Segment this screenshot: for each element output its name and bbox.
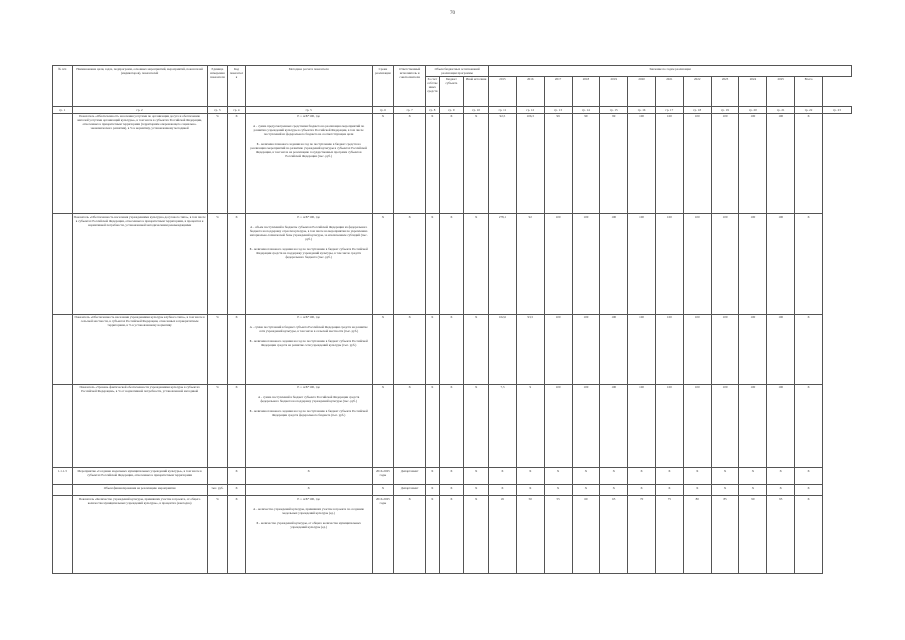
method-formula: Е = А/Б*100, где [297, 496, 320, 501]
year-value: Х [544, 485, 572, 496]
year-value: 60 [572, 496, 600, 574]
year-value: 70 [628, 496, 656, 574]
year-value: 95 [767, 496, 795, 574]
year-value: 99 [572, 113, 600, 214]
year-value: 100 [683, 214, 711, 315]
header-fin-sub: Иной источник [464, 76, 489, 106]
year-value: 100 [711, 214, 739, 315]
method-paragraph: А - сумма поступлений в бюджет субъекта Российской Федерации средств федерального бюджета на поддержку учреждений культуры (тыс. руб.) [257, 395, 360, 404]
year-value: Х [516, 468, 544, 485]
row-kod: Х [228, 496, 246, 574]
row-total: Х [795, 214, 823, 315]
year-value: 100 [628, 214, 656, 315]
year-value: 100 [767, 384, 795, 467]
indicator-name: Показатель «Уровень фактической обеспеченности учреждениями культуры в субъектах Российской Федерации», в % от нормативной потребности, установленной методикой [72, 384, 207, 467]
row-fin-1: Х [426, 214, 439, 315]
method-formula: Х [307, 468, 310, 473]
column-number: гр. 20 [739, 107, 767, 114]
row-responsible: Департамент [394, 468, 426, 485]
column-number: гр. 21 [767, 107, 795, 114]
year-value: 90 [739, 496, 767, 574]
row-kod: Х [228, 468, 246, 485]
year-value: 92,5 [489, 113, 517, 214]
year-value: 85 [711, 496, 739, 574]
year-value: 100 [572, 384, 600, 467]
row-period: 2016-2025 годы [372, 468, 394, 485]
column-number: гр. 23 [822, 107, 851, 114]
year-value: Х [683, 485, 711, 496]
method-cell [245, 214, 372, 315]
row-fin-2: Х [439, 468, 464, 485]
table-row [53, 113, 852, 214]
year-value: 100 [600, 214, 628, 315]
method-formula: Е = А/Б*100, где [297, 214, 320, 219]
year-value: Х [544, 468, 572, 485]
indicator-name: Показатель «Обеспеченность населения услугами по организации досуга и обеспечению жителей услугами организаций культуры», в том числе в субъектах Российской Федерации, отнесенных к приоритетным территориям (территориям опережающего социально-экономического развития), в % к нормативу, установленному методикой [72, 113, 207, 214]
row-fin-3: Х [464, 485, 489, 496]
year-value: Х [711, 468, 739, 485]
row-num [53, 485, 73, 496]
row-kod: Х [228, 384, 246, 467]
column-number: гр. 11 [489, 107, 517, 114]
year-value: 9 [516, 384, 544, 467]
row-fin-1: Х [426, 485, 439, 496]
row-fin-3: Х [464, 214, 489, 315]
row-unit: % [207, 384, 228, 467]
year-value: 100 [655, 113, 683, 214]
indicator-name: Мероприятие «Создание модельных муниципальных учреждений культуры», в том числе в субъектах Российской Федерации, отнесенных к приоритетным территориям [72, 468, 207, 485]
year-value: 100 [600, 384, 628, 467]
indicator-name: Показатель «Обеспеченность населения учреждениями культурно-досугового типа», в том числе в субъектах Российской Федерации, отнесенных к приоритетным территориям, в процентах к нормативной потребности, установленной методическими рекомендациями [72, 214, 207, 315]
row-unit: % [207, 113, 228, 214]
header-method: Методика расчета показателя [245, 66, 372, 107]
year-value: 100 [739, 314, 767, 384]
year-value: Х [489, 485, 517, 496]
method-formula: Х [307, 485, 310, 490]
row-fin-1: Х [426, 384, 439, 467]
method-cell [245, 314, 372, 384]
row-total: Х [795, 384, 823, 467]
row-period: Х [372, 113, 394, 214]
row-total: Х [795, 314, 823, 384]
year-value: Х [572, 485, 600, 496]
table-row [53, 496, 852, 574]
row-fin-3: Х [464, 468, 489, 485]
row-fin-3: Х [464, 113, 489, 214]
row-unit [207, 468, 228, 485]
year-value: 100 [628, 384, 656, 467]
row-total: Х [795, 113, 823, 214]
row-num [53, 314, 73, 384]
method-formula: Е = А/Б*100, где [297, 114, 320, 119]
row-total: Х [795, 485, 823, 496]
header-unit: Единица измерения показателя [207, 66, 228, 107]
row-unit: % [207, 314, 228, 384]
row-responsible: Х [394, 314, 426, 384]
year-value: 100 [683, 384, 711, 467]
year-value: Х [739, 468, 767, 485]
column-number: гр. 4 [228, 107, 246, 114]
header-year: 2015 [489, 76, 517, 106]
year-value: 278,1 [489, 214, 517, 315]
table-row [53, 384, 852, 467]
method-paragraph: Б - количество учреждений культуры, от общего количества муниципальных учреждений культуры (ед.) [256, 520, 361, 529]
year-value: 100 [544, 314, 572, 384]
year-value: 100 [655, 214, 683, 315]
indicator-name: Показатель «Обеспеченность населения учреждениями культуры клубного типа», в том числе в сельской местности, в субъектах Российской Федерации, отнесенных к приоритетным территориям, в % к установленному нормативу [72, 314, 207, 384]
year-value: 100 [711, 384, 739, 467]
year-value: Х [739, 485, 767, 496]
row-responsible: Х [394, 384, 426, 467]
row-kod: Х [228, 214, 246, 315]
column-number: гр. 8 [426, 107, 439, 114]
header-year: 2024 [739, 76, 767, 106]
header-num: № п/п [53, 66, 73, 107]
method-paragraph: Б - величина планового задания на год по поступлению в бюджет субъекта Российской Федерации средств на развитие сети учреждений культуры (тыс. руб.) [249, 339, 368, 348]
column-number: гр. 5 [245, 107, 372, 114]
row-fin-3: Х [464, 314, 489, 384]
row-num [53, 496, 73, 574]
year-value: 100 [739, 214, 767, 315]
method-paragraph: А - объем поступлений в бюджеты субъектов Российской Федерации из федерального бюджета на поддержку отрасли культуры, в том числе на мероприятия по укреплению материально-технической базы учреждений культуры, за исключением субсидий (тыс. руб.) [249, 224, 368, 241]
program-indicators-table [52, 65, 852, 574]
column-number: гр. 13 [544, 107, 572, 114]
header-name: Наименование цели, задач, подпрограмм, основных мероприятий, мероприятий, показателей (индикаторов), показателей [72, 66, 207, 107]
year-value: 75 [655, 496, 683, 574]
row-responsible: Х [394, 113, 426, 214]
table-row [53, 214, 852, 315]
column-number: гр. 17 [655, 107, 683, 114]
row-total: Х [795, 496, 823, 574]
row-fin-1: Х [426, 314, 439, 384]
row-kod: Х [228, 113, 246, 214]
year-value: Х [489, 468, 517, 485]
method-formula: Е = А/Б*100, где [297, 315, 320, 320]
year-value: 93,5 [516, 314, 544, 384]
header-year: 2017 [544, 76, 572, 106]
header-year: 2019 [600, 76, 628, 106]
row-num [53, 113, 73, 214]
header-kod: Код показателя [228, 66, 246, 107]
header-fin-sub: За счет собственных средств [426, 76, 439, 106]
year-value: Х [711, 485, 739, 496]
row-num [53, 214, 73, 315]
year-value: 7,3 [489, 384, 517, 467]
year-value: Х [767, 485, 795, 496]
table-row [53, 314, 852, 384]
year-value: 100 [739, 113, 767, 214]
row-fin-2: Х [439, 214, 464, 315]
year-value: 99 [600, 113, 628, 214]
year-value: 100 [655, 384, 683, 467]
year-value: 100 [572, 314, 600, 384]
year-value: 100 [655, 314, 683, 384]
year-value: 100 [544, 384, 572, 467]
row-responsible: Х [394, 214, 426, 315]
header-year: 2025 [767, 76, 795, 106]
row-kod: Х [228, 485, 246, 496]
column-number: гр. 2 [72, 107, 207, 114]
header-year: 2018 [572, 76, 600, 106]
method-paragraph: А - сумма предусмотренных средствами бюджета на реализацию мероприятий по развитию учреждений культуры в субъектах Российской Федерации, в том числе поступлений из федерального бюджета на соответствующие цели [253, 124, 365, 137]
method-cell [245, 485, 372, 496]
method-cell [245, 384, 372, 467]
row-period: Х [372, 314, 394, 384]
year-value: 80 [683, 496, 711, 574]
header-year: 2020 [628, 76, 656, 106]
year-value: 100 [683, 314, 711, 384]
table-row [53, 468, 852, 485]
row-responsible: Х [394, 496, 426, 574]
row-unit: % [207, 214, 228, 315]
row-fin-3: Х [464, 496, 489, 574]
year-value: Х [628, 485, 656, 496]
year-value: Х [655, 485, 683, 496]
method-paragraph: Б - величина планового задания на год по поступлению в бюджет субъекта Российской Федерации средств федерального бюджета (тыс. руб.) [249, 409, 368, 418]
row-period: Х [372, 485, 394, 496]
column-number: гр. 1 [53, 107, 73, 114]
row-kod: Х [228, 314, 246, 384]
row-period: Х [372, 384, 394, 467]
header-total: Всего [795, 76, 823, 106]
header-period: Сроки реализации [372, 66, 394, 107]
year-value: Х [628, 468, 656, 485]
year-value: 100 [767, 314, 795, 384]
method-cell [245, 496, 372, 574]
year-value: 100 [628, 113, 656, 214]
year-value: Х [655, 468, 683, 485]
method-paragraph: А - сумма поступлений в бюджет субъекта Российской Федерации средств на развитие сети учреждений культуры, в том числе в сельской местности (тыс. руб.) [249, 325, 368, 334]
year-value: Х [516, 485, 544, 496]
year-value: 106,3 [516, 113, 544, 214]
header-years-title: Значение по годам реализации [489, 66, 852, 77]
year-value: Х [683, 468, 711, 485]
header-year: 2016 [516, 76, 544, 106]
year-value: Х [600, 485, 628, 496]
row-responsible: Департамент [394, 485, 426, 496]
column-number: гр. 22 [795, 107, 823, 114]
row-unit: тыс. руб. [207, 485, 228, 496]
row-unit: % [207, 496, 228, 574]
header-year: 2023 [711, 76, 739, 106]
header-finance: Объем бюджетных ассигнований реализации программы [426, 66, 489, 77]
method-cell [245, 468, 372, 485]
year-value: 100 [739, 384, 767, 467]
column-number: гр. 14 [572, 107, 600, 114]
header-fin-sub: Бюджет субъекта [439, 76, 464, 106]
method-formula: Е = А/Б*100, где [297, 385, 320, 390]
header-year: 2022 [683, 76, 711, 106]
method-paragraph: Б - величина планового задания на год по поступлению в бюджет субъекта Российской Федерации средств на поддержку учреждений культуры, в том числе средств федерального бюджета (тыс. руб.) [249, 246, 368, 259]
column-number: гр. 9 [439, 107, 464, 114]
header-resp: Ответственный исполнитель и соисполнители [394, 66, 426, 107]
year-value: 100 [572, 214, 600, 315]
year-value: 102,6 [489, 314, 517, 384]
row-fin-2: Х [439, 384, 464, 467]
year-value: Х [767, 468, 795, 485]
row-fin-2: Х [439, 314, 464, 384]
method-paragraph: А - количество учреждений культуры, принявших участие в проекте по созданию модельных учреждений культуры (ед.) [253, 506, 365, 515]
row-fin-1: Х [426, 113, 439, 214]
year-value: 55 [544, 496, 572, 574]
method-paragraph: Б - величина планового задания на год по поступлению в бюджет средств на реализацию мероприятий по развитию учреждений культуры в субъектах Российской Федерации, в том числе на реализацию государственных программ субъектов Российской Федерации (тыс. руб.) [250, 142, 367, 159]
year-value: 45 [489, 496, 517, 574]
column-number: гр. 10 [464, 107, 489, 114]
year-value: 99 [544, 113, 572, 214]
row-total: Х [795, 468, 823, 485]
column-number: гр. 15 [600, 107, 628, 114]
row-period: Х [372, 214, 394, 315]
year-value: 100 [767, 113, 795, 214]
row-fin-2: Х [439, 113, 464, 214]
row-period: 2016-2025 годы [372, 496, 394, 574]
year-value: 65 [600, 496, 628, 574]
year-value: 100 [711, 113, 739, 214]
method-cell [245, 113, 372, 214]
row-num: 1.1.1.3 [53, 468, 73, 485]
indicator-name: Показатель «Количество учреждений культуры, принявших участие в проекте, от общего количества муниципальных учреждений культуры», в процентах (ежегодно) [72, 496, 207, 574]
row-fin-2: Х [439, 496, 464, 574]
row-num [53, 384, 73, 467]
column-number: гр. 16 [628, 107, 656, 114]
row-fin-1: Х [426, 496, 439, 574]
column-number: гр. 6 [372, 107, 394, 114]
column-number: гр. 12 [516, 107, 544, 114]
year-value: 50 [516, 496, 544, 574]
year-value: 100 [544, 214, 572, 315]
column-number: гр. 7 [394, 107, 426, 114]
year-value: 100 [711, 314, 739, 384]
year-value: 100 [683, 113, 711, 214]
year-value: Х [600, 468, 628, 485]
table-row [53, 485, 852, 496]
year-value: 100 [600, 314, 628, 384]
year-value: Х [572, 468, 600, 485]
year-value: 100 [628, 314, 656, 384]
row-fin-1: Х [426, 468, 439, 485]
column-number: гр. 18 [683, 107, 711, 114]
row-fin-2: Х [439, 485, 464, 496]
page-number: 70 [450, 11, 455, 16]
year-value: 100 [767, 214, 795, 315]
year-value: 92 [516, 214, 544, 315]
indicator-name: Объем финансирования на реализацию мероприятия [72, 485, 207, 496]
header-year: 2021 [655, 76, 683, 106]
column-number: гр. 3 [207, 107, 228, 114]
column-number: гр. 19 [711, 107, 739, 114]
row-fin-3: Х [464, 384, 489, 467]
